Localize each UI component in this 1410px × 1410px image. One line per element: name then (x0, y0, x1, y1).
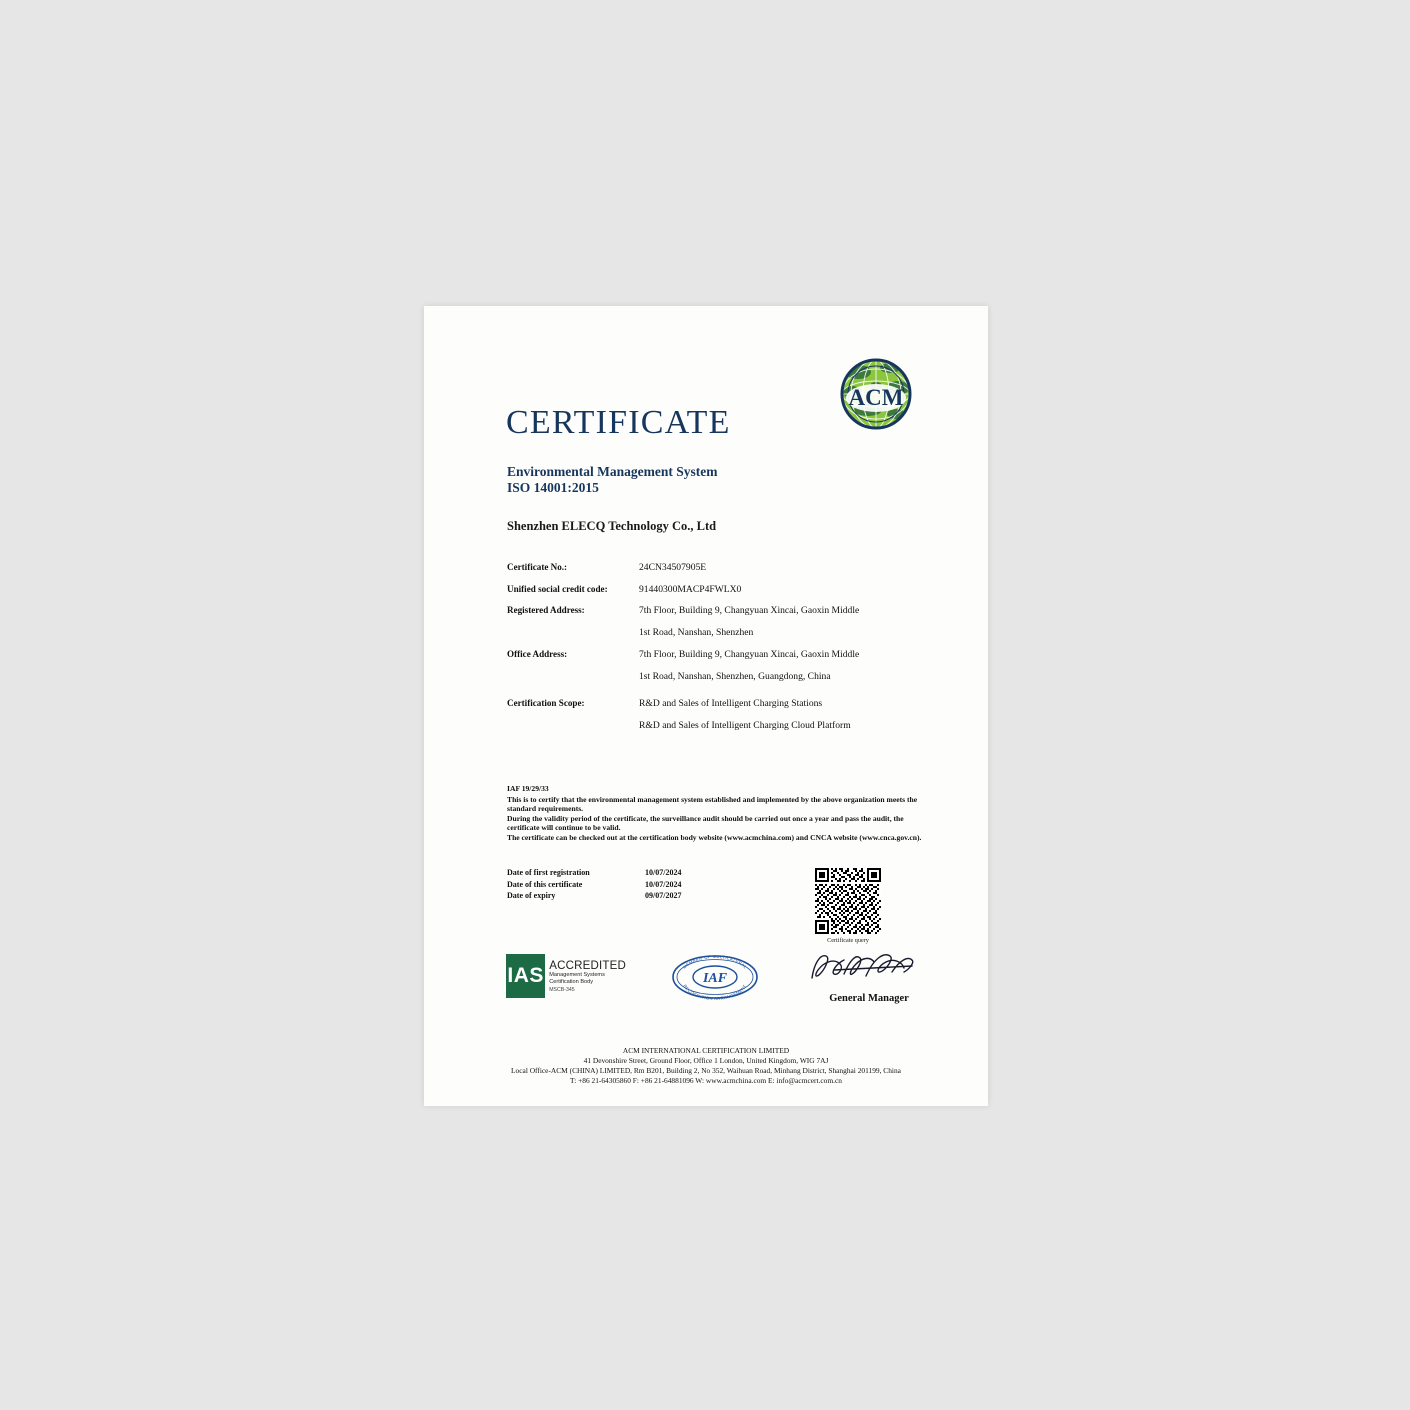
company-name: Shenzhen ELECQ Technology Co., Ltd (507, 519, 717, 533)
date-value: 09/07/2027 (645, 891, 682, 900)
detail-label: Registered Address: (507, 605, 585, 615)
footer-line-3: Local Office-ACM (CHINA) LIMITED, Rm B201, Building 2, No 352, Waihuan Road, Minhang District, Shanghai 201199, China (511, 1066, 901, 1075)
detail-value-line1: 91440300MACP4FWLX0 (639, 583, 742, 595)
scope-value-line2: R&D and Sales of Intelligent Charging Cloud Platform (639, 719, 851, 731)
detail-value (639, 561, 927, 574)
svg-text:ACM: ACM (848, 385, 904, 410)
certificate-query-qr[interactable] (812, 868, 884, 944)
ias-sub-line-2: Certification Body (549, 978, 594, 985)
detail-row (507, 648, 927, 683)
ias-logo: IAS (506, 954, 545, 998)
signature-area (804, 946, 934, 1004)
ias-accredited-label: ACCREDITED (549, 959, 626, 972)
date-row (507, 879, 767, 891)
certification-scope-row (507, 697, 927, 732)
standard-block (507, 464, 718, 496)
date-row (507, 890, 767, 902)
detail-label: Office Address: (507, 648, 568, 659)
statement-paragraph-3: The certificate can be checked out at the certification body website (www.acmchina.com) and CNCA website (www.cnca.gov.cn). (507, 832, 922, 842)
detail-value-line1: 7th Floor, Building 9, Changyuan Xincai, Gaoxin Middle (639, 648, 860, 660)
iaf-mla-mark (670, 954, 760, 1000)
iaf-code: IAF 19/29/33 (507, 784, 549, 793)
acm-logo (828, 348, 924, 444)
detail-value (639, 583, 927, 596)
detail-label: Unified social credit code: (507, 583, 608, 594)
general-manager-title: General Manager (829, 993, 909, 1004)
qr-code-icon[interactable] (815, 868, 881, 934)
svg-text:IAF: IAF (702, 971, 728, 986)
date-label: Date of first registration (507, 868, 590, 877)
ias-code: MSCB-345 (549, 986, 575, 993)
ias-accreditation-mark (506, 954, 626, 998)
detail-value-line2: 1st Road, Nanshan, Shenzhen (639, 627, 754, 638)
svg-text:RECOGNITION ARRANGEMENT: RECOGNITION ARRANGEMENT (682, 983, 748, 1000)
scope-value-line1: R&D and Sales of Intelligent Charging Stations (639, 697, 823, 709)
scope-value (639, 697, 927, 732)
certificate-document (424, 306, 988, 1106)
detail-value-line2: 1st Road, Nanshan, Shenzhen, Guangdong, China (639, 670, 831, 682)
statement-paragraph-1: This is to certify that the environmental management system established and implemented by the above organization meets the standard requirements. (507, 794, 918, 814)
footer-line-2: 41 Devonshire Street, Ground Floor, Office 1 London, United Kingdom, WIG 7AJ (583, 1056, 829, 1065)
detail-value-line1: 24CN34507905E (639, 562, 707, 573)
scope-label: Certification Scope: (507, 697, 585, 708)
standard-code: ISO 14001:2015 (507, 480, 599, 495)
svg-text:MEMBER OF MULTILATERAL: MEMBER OF MULTILATERAL (681, 954, 749, 970)
detail-row (507, 561, 927, 574)
ias-text-block (545, 954, 626, 998)
qr-caption: Certificate query (827, 937, 869, 944)
detail-value (639, 648, 927, 683)
date-value: 10/07/2024 (645, 879, 682, 889)
detail-label: Certificate No.: (507, 562, 568, 572)
ias-sub-line-1: Management Systems (549, 971, 605, 978)
footer-line-1: ACM INTERNATIONAL CERTIFICATION LIMITED (622, 1046, 790, 1055)
page-title: CERTIFICATE (506, 404, 731, 441)
date-label: Date of expiry (507, 891, 556, 900)
standard-name: Environmental Management System (507, 464, 718, 479)
document-footer (424, 1046, 988, 1086)
date-value: 10/07/2024 (645, 868, 682, 877)
certification-statement (507, 784, 927, 843)
signature-icon (804, 946, 934, 986)
detail-row (507, 604, 927, 639)
date-row (507, 867, 767, 879)
date-label: Date of this certificate (507, 879, 583, 889)
footer-line-4: T: +86 21-64305860 F: +86 21-64881096 W: www.acmchina.com E: info@acmcert.com.cn (570, 1076, 842, 1085)
detail-row (507, 583, 927, 596)
certificate-dates (507, 867, 767, 902)
statement-paragraph-2: During the validity period of the certificate, the surveillance audit should be carried out once a year and pass the audit, the certificate will continue to be valid. (507, 813, 904, 833)
certificate-details (507, 561, 927, 740)
detail-value-line1: 7th Floor, Building 9, Changyuan Xincai, Gaoxin Middle (639, 605, 860, 616)
detail-value (639, 604, 927, 639)
